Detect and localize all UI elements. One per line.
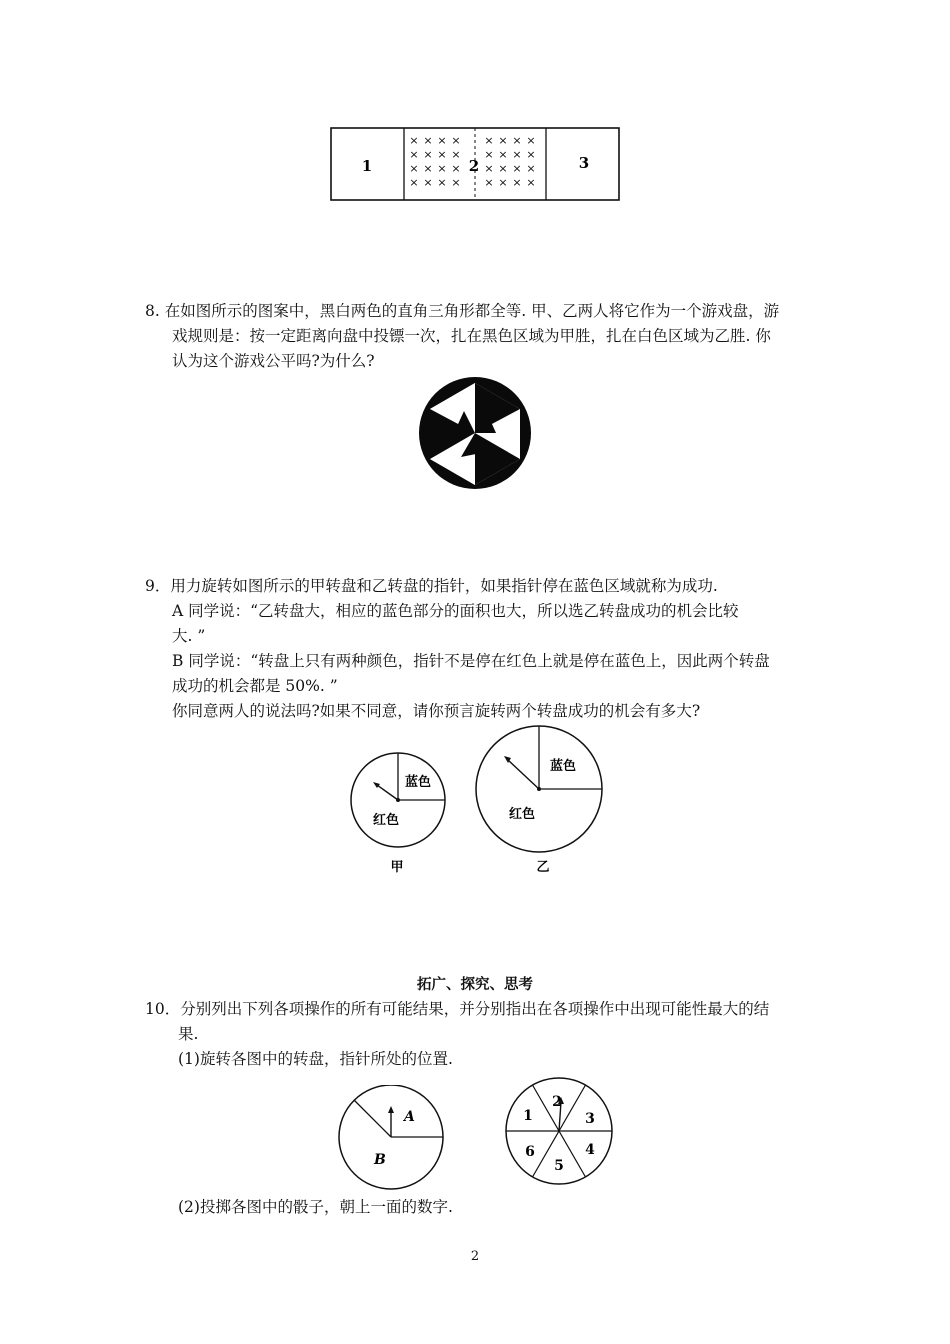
- spinner-jia-caption: 甲: [390, 860, 404, 875]
- q10-sub2: (2)投掷各图中的骰子，朝上一面的数字.: [178, 1198, 453, 1216]
- cross-mark: ×: [437, 148, 447, 161]
- cross-mark: ×: [484, 162, 494, 175]
- spinner-six-label-1: 1: [523, 1108, 533, 1124]
- cross-mark: ×: [437, 176, 447, 189]
- cross-mark: ×: [526, 176, 536, 189]
- q10-sub1: (1)旋转各图中的转盘，指针所处的位置.: [178, 1050, 453, 1068]
- cross-mark: ×: [423, 176, 433, 189]
- spinner-six-label-5: 5: [554, 1158, 564, 1174]
- cross-mark: ×: [498, 134, 508, 147]
- q8-line2: 戏规则是：按一定距离向盘中投镖一次，扎在黑色区域为甲胜，扎在白色区域为乙胜. 你: [172, 327, 771, 345]
- spinner-ab-label-a: A: [404, 1109, 415, 1125]
- spinner-yi-blue-label: 蓝色: [550, 759, 577, 774]
- cross-mark: ×: [409, 148, 419, 161]
- spinner-yi: [470, 720, 610, 880]
- spinner-six-label-4: 4: [585, 1142, 595, 1158]
- spinner-jia: [340, 745, 455, 880]
- spinner-jia-red-label: 红色: [373, 813, 400, 828]
- cross-mark: ×: [409, 162, 419, 175]
- cross-mark: ×: [451, 176, 461, 189]
- cross-mark: ×: [526, 148, 536, 161]
- cross-mark: ×: [484, 148, 494, 161]
- q9-line2: A 同学说：“乙转盘大，相应的蓝色部分的面积也大，所以选乙转盘成功的机会比较: [172, 602, 739, 620]
- cross-mark: ×: [423, 134, 433, 147]
- cross-mark: ×: [498, 148, 508, 161]
- cross-mark: ×: [498, 176, 508, 189]
- q9-line1: 9．用力旋转如图所示的甲转盘和乙转盘的指针，如果指针停在蓝色区域就称为成功.: [145, 577, 718, 595]
- strip-label-2: 2: [468, 157, 480, 175]
- q10-line1: 10．分别列出下列各项操作的所有可能结果，并分别指出在各项操作中出现可能性最大的结: [145, 1000, 770, 1018]
- q9-line5: 成功的机会都是 50%. ”: [172, 677, 338, 695]
- cross-mark: ×: [498, 162, 508, 175]
- cross-mark: ×: [484, 176, 494, 189]
- section-title: 拓广、探究、思考: [417, 977, 533, 993]
- strip-label-3: 3: [578, 154, 590, 172]
- spinner-six-label-6: 6: [525, 1144, 535, 1160]
- cross-mark: ×: [409, 176, 419, 189]
- q8-line3: 认为这个游戏公平吗?为什么?: [172, 352, 375, 370]
- q8-line1: 8. 在如图所示的图案中，黑白两色的直角三角形都全等. 甲、乙两人将它作为一个游戏盘，游: [145, 302, 780, 320]
- spinner-yi-red-label: 红色: [509, 807, 536, 822]
- spinner-jia-blue-label: 蓝色: [405, 775, 432, 790]
- spinner-ab-label-b: B: [374, 1152, 386, 1168]
- cross-mark: ×: [437, 134, 447, 147]
- cross-mark: ×: [512, 148, 522, 161]
- cross-mark: ×: [484, 134, 494, 147]
- spinner-yi-caption: 乙: [536, 860, 550, 875]
- q9-line6: 你同意两人的说法吗?如果不同意，请你预言旋转两个转盘成功的机会有多大?: [172, 702, 701, 720]
- q10-line2: 果.: [178, 1025, 199, 1043]
- page-number: 2: [470, 1249, 480, 1264]
- cross-mark: ×: [512, 134, 522, 147]
- cross-mark: ×: [437, 162, 447, 175]
- triangle-game-board: [416, 375, 534, 491]
- cross-mark: ×: [526, 162, 536, 175]
- cross-mark: ×: [423, 162, 433, 175]
- strip-label-1: 1: [361, 157, 373, 175]
- q9-line3: 大. ”: [172, 627, 206, 645]
- spinner-six-label-2: 2: [552, 1094, 562, 1110]
- cross-mark: ×: [451, 134, 461, 147]
- spinner-six-label-3: 3: [585, 1111, 595, 1127]
- cross-mark: ×: [451, 162, 461, 175]
- cross-mark: ×: [512, 162, 522, 175]
- spinner-ab: [334, 1085, 450, 1195]
- spinner-six: [502, 1076, 614, 1188]
- cross-mark: ×: [409, 134, 419, 147]
- q9-line4: B 同学说：“转盘上只有两种颜色，指针不是停在红色上就是停在蓝色上，因此两个转盘: [172, 652, 770, 670]
- cross-mark: ×: [423, 148, 433, 161]
- cross-mark: ×: [512, 176, 522, 189]
- cross-mark: ×: [526, 134, 536, 147]
- target-strip-figure: [328, 126, 622, 204]
- cross-mark: ×: [451, 148, 461, 161]
